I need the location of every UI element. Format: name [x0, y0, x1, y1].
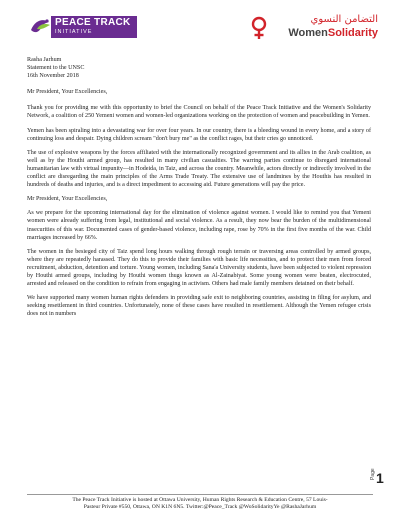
peace-track-logo	[27, 14, 137, 42]
page-number	[372, 470, 392, 494]
women-solidarity-logo	[248, 14, 378, 44]
logo-latin-text: WomenSolidarity	[288, 27, 378, 39]
paragraph-3: The use of explosive weapons by the forces affiliated with the internationally recognized government and its allies in the Arab coalition, as well as by the Houthi armed group, has resulted in many civilian casualties. The warring parties continue to disregard international humanitarian law with virtual impunity—in Hodeida, in Taiz, and across the country. Meanwhile, actors directly or indirectly involved in the conflict are disregarding the main principles of the Arms Trade Treaty. The extensive use of landmines by the Houthis has resulted in hundreds of deaths and injuries, and is a direct impediment to accessing aid. Future generations will pay the price.	[27, 149, 371, 189]
paragraph-2: Yemen has been spiraling into a devastating war for over four years. In our country, there is a bleeding wound in every home, and a story of continuing loss and despair. Dying children scream "don't bury me" as the conflict rages, but their cries go unnoticed.	[27, 127, 371, 142]
page-label: Page	[370, 468, 376, 480]
footer	[30, 497, 370, 511]
paragraph-4: As we prepare for the upcoming international day for the elimination of violence against women. I would like to remind you that Yemeni women were already suffering from legal, institutional and social violence. As a result, they now bear the burden of the multidimensional insecurities of this war. Documented cases of gender-based violence, including rape, rose by 70% in the first five months of the war. Child marriages increased by 66%.	[27, 210, 371, 241]
salutation-2: Mr President, Your Excellencies,	[27, 196, 108, 203]
paragraph-5: The women in the besieged city of Taiz spend long hours walking through rough terrain or traversing areas controlled by armed groups, where they are repeatedly harassed. They do this to provide their families with basic life necessities, and to protect their men from forced recruitment, abduction, detention and torture. Young women, including Sana'a University students, have been subjected to violent repression by Houthi armed groups, including by Houthi women thugs known as Al-Zainabiyat. Some young women were beaten, electrocuted, arrested and released on the condition to refrain from engaging in activism. Others had male family members detained on their behalf.	[27, 248, 371, 288]
footer-line-2: Pasteur Private #550, Ottawa, ON K1N 6N5. Twitter:@Peace_Track @WoSolidarityYe @RashaJarhum	[83, 504, 317, 511]
footer-divider	[27, 494, 373, 495]
letter-meta	[27, 56, 371, 80]
page-number-value: 1	[376, 470, 384, 486]
salutation: Mr President, Your Excellencies,	[27, 89, 108, 96]
statement-title: Statement to the UNSC	[27, 65, 85, 72]
paragraph-6: We have supported many women human rights defenders in providing safe exit to neighboring countries, assisting in filing for asylum, and seeking resettlement in third countries. Unfortunately, none of these cases have resulted in resettlement. Although the Yemen refugee crisis does not in numbers	[27, 295, 371, 318]
peace-track-wordmark: PEACE TRACK INITIATIVE	[51, 16, 137, 38]
dove-icon	[27, 14, 53, 40]
statement-date: 16th November 2018	[27, 73, 79, 80]
women-symbol-icon	[248, 16, 270, 40]
logo-arabic-text: التضامن النسوي	[310, 14, 378, 25]
letterhead	[0, 0, 400, 44]
footer-line-1: The Peace Track Initiative is hosted at Ottawa University, Human Rights Research & Education Centre, 57 Louis-	[72, 497, 328, 503]
paragraph-1: Thank you for providing me with this opportunity to brief the Council on behalf of the Peace Track Initiative and the Women's Solidarity Network, a coalition of 250 Yemeni women and women-led organizations working on the protection of women and peacebuilding in Yemen.	[27, 105, 371, 120]
author-name: Rasha Jarhum	[27, 57, 62, 63]
letter-body	[27, 56, 371, 318]
